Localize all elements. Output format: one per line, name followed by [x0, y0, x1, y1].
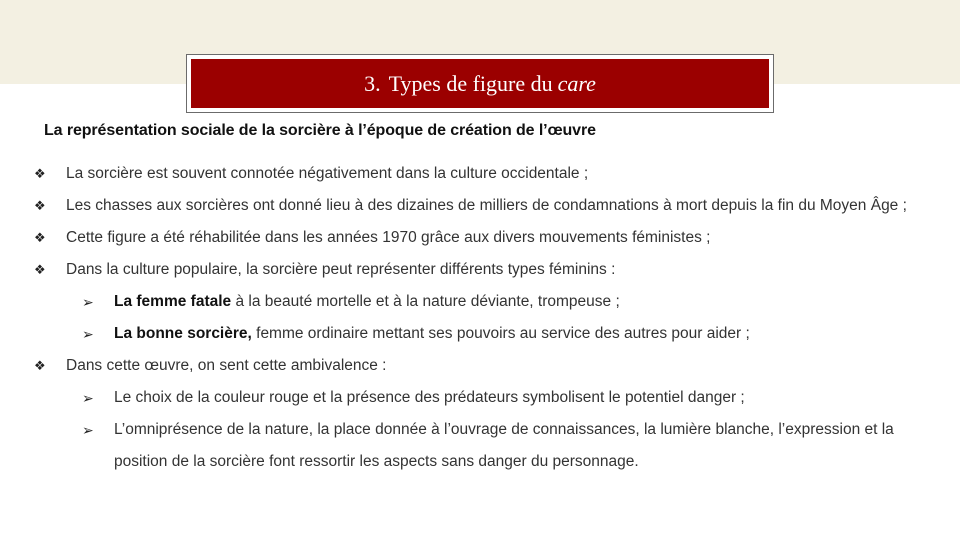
bullet-text: Dans cette œuvre, on sent cette ambivalence : [66, 357, 387, 374]
diamond-bullet-icon: ❖ [34, 358, 46, 373]
diamond-bullet-icon: ❖ [34, 198, 46, 213]
list-item [0, 222, 960, 254]
bullet-text: Les chasses aux sorcières ont donné lieu à des dizaines de milliers de condamnations à mort depuis la fin du Moyen Âge ; [66, 197, 907, 214]
arrow-bullet-icon: ➢ [82, 390, 94, 406]
bullet-text: Cette figure a été réhabilitée dans les années 1970 grâce aux divers mouvements féministes ; [66, 229, 711, 246]
arrow-bullet-icon: ➢ [82, 422, 94, 438]
bullet-list [0, 158, 960, 478]
bullet-text: Le choix de la couleur rouge et la présence des prédateurs symbolisent le potentiel danger ; [114, 389, 745, 406]
diamond-bullet-icon: ❖ [34, 166, 46, 181]
bullet-text: La sorcière est souvent connotée négativement dans la culture occidentale ; [66, 165, 589, 182]
arrow-bullet-icon: ➢ [82, 294, 94, 310]
bullet-bold-text: La femme fatale [114, 293, 232, 310]
title-italic: care [557, 70, 596, 96]
bullet-text: L’omniprésence de la nature, la place donnée à l’ouvrage de connaissances, la lumière blanche, l’expression et la position de la sorcière font ressortir les aspects sans danger du personnage. [114, 421, 894, 470]
bullet-text: femme ordinaire mettant ses pouvoirs au service des autres pour aider ; [251, 325, 750, 342]
slide-title [191, 59, 769, 108]
title-main: Types de figure du [388, 70, 553, 96]
bullet-bold-text: La bonne sorcière, [114, 325, 252, 342]
section-subtitle: La représentation sociale de la sorcière à l’époque de création de l’œuvre [44, 122, 596, 139]
list-item [0, 286, 960, 318]
diamond-bullet-icon: ❖ [34, 230, 46, 245]
bullet-text: Dans la culture populaire, la sorcière peut représenter différents types féminins : [66, 261, 616, 278]
arrow-bullet-icon: ➢ [82, 326, 94, 342]
diamond-bullet-icon: ❖ [34, 262, 46, 277]
list-item [0, 414, 960, 478]
title-frame [186, 54, 774, 113]
list-item [0, 350, 960, 382]
list-item [0, 158, 960, 190]
list-item [0, 318, 960, 350]
bullet-text: à la beauté mortelle et à la nature déviante, trompeuse ; [231, 293, 620, 310]
title-number: 3. [364, 70, 381, 96]
list-item [0, 190, 960, 222]
list-item [0, 254, 960, 286]
list-item [0, 382, 960, 414]
